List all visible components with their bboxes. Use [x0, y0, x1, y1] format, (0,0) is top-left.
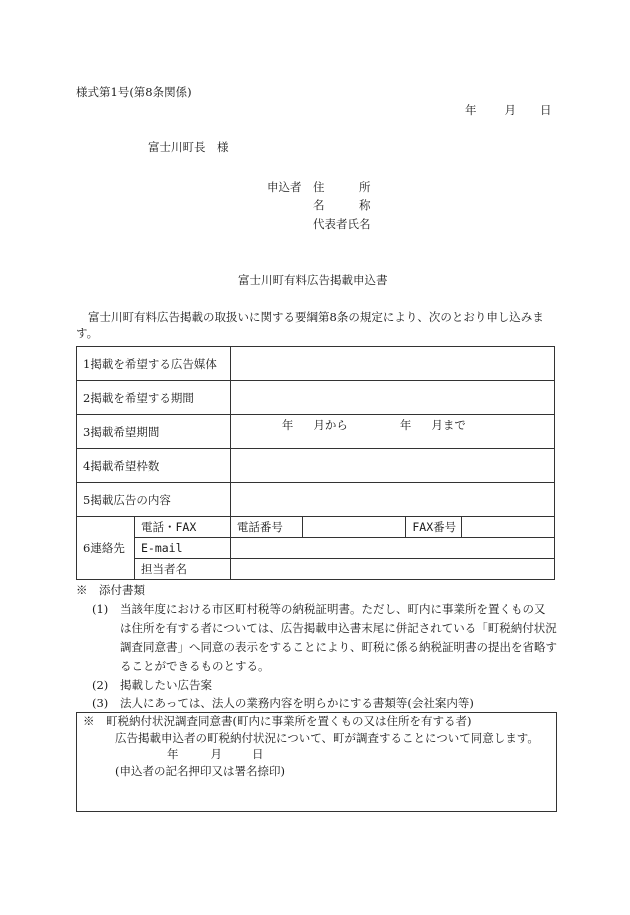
attachment-1-line3: 調査同意書」へ同意の表示をすることにより、町税に係る納税証明書の提出を省略す	[120, 640, 557, 654]
attachment-1-line4: ることができるものとする。	[120, 659, 270, 673]
attachment-2-text: 掲載したい広告案	[120, 678, 212, 692]
label-fax-number: FAX番号	[406, 517, 462, 538]
date-month: 月	[504, 103, 516, 117]
period-until-year: 年	[399, 418, 412, 432]
consent-signature-note: (申込者の記名押印又は署名捺印)	[115, 764, 285, 778]
label-email: E-mail	[134, 538, 230, 559]
field-email[interactable]	[230, 538, 554, 559]
intro-text-line1: 富士川町有料広告掲載の取扱いに関する要綱第8条の規定により、次のとおり申し込みま	[88, 310, 544, 324]
table-row	[77, 347, 555, 381]
attachments-heading: ※ 添付書類	[76, 583, 145, 597]
table-row	[77, 449, 555, 483]
consent-month: 月	[210, 747, 222, 761]
label-phone-fax: 電話・FAX	[134, 517, 230, 538]
period-from-year: 年	[281, 418, 294, 432]
table-row	[77, 381, 555, 415]
field-desired-period[interactable]	[230, 381, 554, 415]
form-number: 様式第1号(第8条関係)	[76, 85, 192, 99]
intro-text-line2: す。	[76, 326, 99, 340]
attachment-3-text: 法人にあっては、法人の業務内容を明らかにする書類等(会社案内等)	[120, 696, 474, 710]
document-title: 富士川町有料広告掲載申込書	[238, 273, 388, 287]
consent-date	[167, 748, 264, 762]
field-fax-number[interactable]	[462, 517, 555, 538]
field-ad-medium[interactable]	[230, 347, 554, 381]
consent-box	[76, 712, 557, 812]
label-contact-person: 担当者名	[134, 559, 230, 580]
applicant-label: 申込者	[267, 180, 302, 194]
date-day: 日	[540, 103, 552, 117]
field-period-dates[interactable]	[230, 415, 554, 449]
label-slot-count: 4掲載希望枠数	[77, 449, 231, 483]
label-desired-period: 2掲載を希望する期間	[77, 381, 231, 415]
attachment-2-number: (2)	[92, 678, 109, 692]
table-row	[77, 538, 555, 559]
applicant-representative-label: 代表者氏名	[313, 217, 371, 231]
consent-title: ※ 町税納付状況調査同意書(町内に事業所を置くもの又は住所を有する者)	[83, 714, 472, 728]
consent-body: 広告掲載申込者の町税納付状況について、町が調査することについて同意します。	[115, 731, 539, 745]
attachment-1-line2: は住所を有する者については、広告掲載申込書末尾に併記されている「町税納付状況	[120, 621, 557, 635]
field-slot-count[interactable]	[230, 449, 554, 483]
label-contact: 6連絡先	[77, 517, 135, 580]
attachment-1-number: (1)	[92, 602, 109, 616]
application-table	[76, 346, 555, 580]
label-ad-medium: 1掲載を希望する広告媒体	[77, 347, 231, 381]
date-line	[465, 104, 552, 118]
consent-year: 年	[167, 747, 179, 761]
field-ad-content[interactable]	[230, 483, 554, 517]
label-period-dates: 3掲載希望期間	[77, 415, 231, 449]
label-ad-content: 5掲載広告の内容	[77, 483, 231, 517]
table-row	[77, 483, 555, 517]
attachment-1-line1: 当該年度における市区町村税等の納税証明書。ただし、町内に事業所を置くもの又	[120, 602, 546, 616]
applicant-name-label: 名 称	[313, 198, 371, 212]
addressee: 富士川町長 様	[148, 140, 229, 154]
date-year: 年	[465, 103, 477, 117]
consent-day: 日	[252, 747, 264, 761]
period-until-month: 月まで	[431, 418, 466, 432]
table-row	[77, 415, 555, 449]
attachment-3-number: (3)	[92, 696, 109, 710]
label-phone-number: 電話番号	[230, 517, 302, 538]
table-row	[77, 559, 555, 580]
applicant-address-label: 住 所	[313, 180, 371, 194]
field-contact-person[interactable]	[230, 559, 554, 580]
field-phone-number[interactable]	[302, 517, 406, 538]
table-row	[77, 517, 555, 538]
period-from-month: 月から	[313, 418, 348, 432]
